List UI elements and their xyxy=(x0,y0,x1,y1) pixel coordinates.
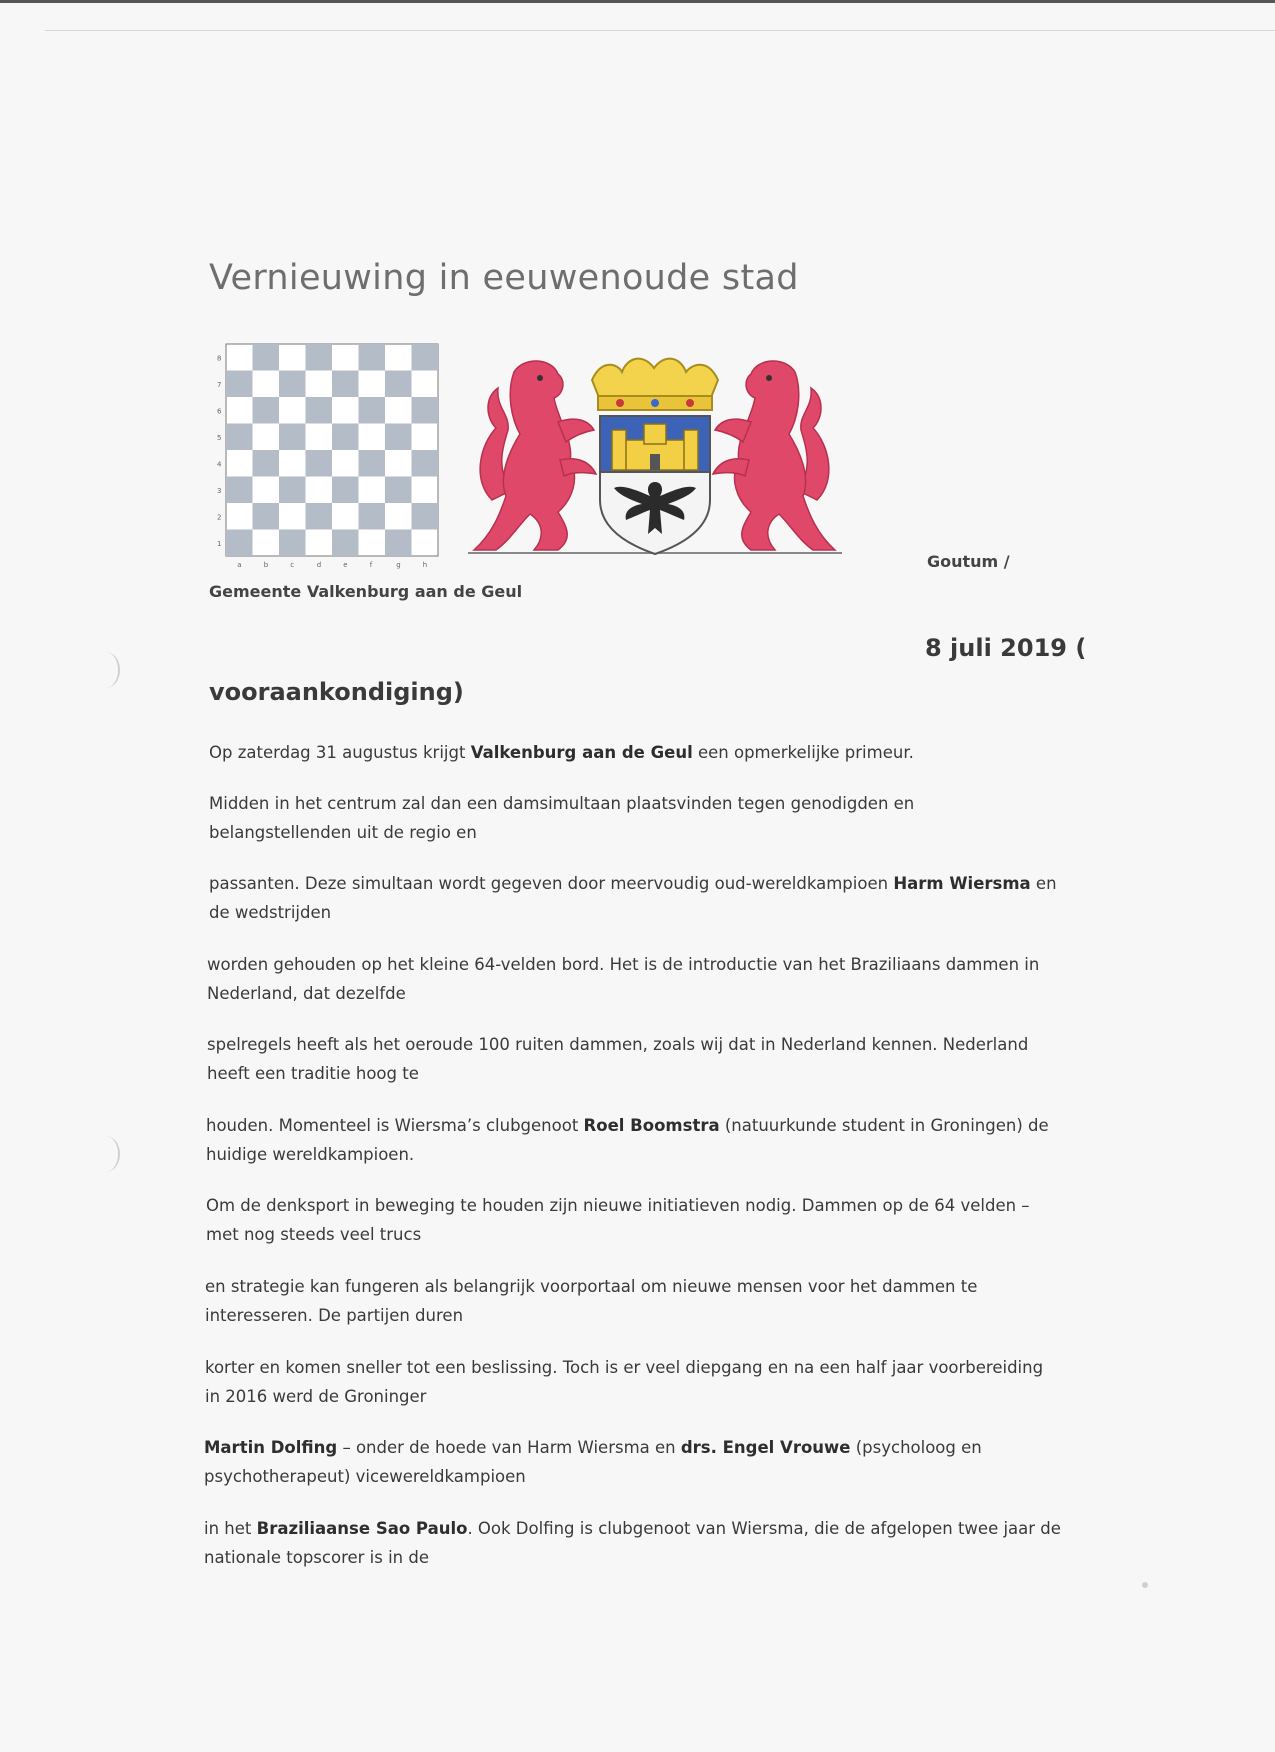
board-dark-square xyxy=(253,450,280,477)
text-run: Om de denksport in beweging te houden zijn nieuwe initiatieven nodig. Dammen op de 64 velden – xyxy=(206,1196,1030,1215)
board-dark-square xyxy=(226,477,253,504)
board-dark-square xyxy=(385,424,412,451)
right-lion-icon xyxy=(713,361,835,550)
board-dark-square xyxy=(412,503,439,530)
text-line xyxy=(204,1514,1061,1543)
punch-hole-lower xyxy=(92,1136,120,1172)
scan-speck xyxy=(1142,1582,1148,1588)
board-dark-square xyxy=(226,424,253,451)
board-rank-label: 5 xyxy=(217,433,222,442)
board-file-label: c xyxy=(290,561,295,569)
board-file-label: h xyxy=(422,561,428,569)
board-dark-square xyxy=(279,371,306,398)
text-line xyxy=(204,1433,982,1462)
bold-text: Roel Boomstra xyxy=(583,1116,720,1135)
article-paragraph xyxy=(204,1433,982,1491)
text-run: de wedstrijden xyxy=(209,903,332,922)
board-dark-square xyxy=(226,530,253,557)
board-dark-square xyxy=(385,530,412,557)
board-rank-label: 3 xyxy=(217,486,222,495)
board-dark-square xyxy=(332,530,359,557)
board-dark-square xyxy=(306,450,333,477)
document-title: Vernieuwing in eeuwenoude stad xyxy=(209,258,799,298)
board-file-label: a xyxy=(237,561,242,569)
board-dark-square xyxy=(279,477,306,504)
board-dark-square xyxy=(253,344,280,371)
article-paragraph xyxy=(209,738,914,767)
board-rank-label: 2 xyxy=(217,513,222,522)
coat-of-arms-valkenburg xyxy=(462,350,847,562)
text-run: en xyxy=(1030,874,1057,893)
location-text: Goutum / xyxy=(927,552,1010,571)
text-line xyxy=(209,738,914,767)
board-dark-square xyxy=(253,503,280,530)
board-dark-square xyxy=(332,371,359,398)
text-line xyxy=(204,1462,982,1491)
text-run: huidige wereldkampioen. xyxy=(206,1145,415,1164)
text-line xyxy=(206,1111,1049,1140)
text-run: psychotherapeut) vicewereldkampioen xyxy=(204,1467,526,1486)
article-paragraph xyxy=(207,1030,1028,1088)
board-dark-square xyxy=(385,477,412,504)
bold-text: Valkenburg aan de Geul xyxy=(470,743,693,762)
board-rank-label: 8 xyxy=(217,354,222,363)
board-rank-label: 7 xyxy=(217,380,222,389)
checkerboard-diagram xyxy=(212,340,440,569)
board-file-label: f xyxy=(369,561,373,569)
board-dark-square xyxy=(332,477,359,504)
board-dark-square xyxy=(359,450,386,477)
board-dark-square xyxy=(359,344,386,371)
board-dark-square xyxy=(306,397,333,424)
text-run: houden. Momenteel is Wiersma’s clubgenoot xyxy=(206,1116,584,1135)
board-dark-square xyxy=(306,503,333,530)
board-dark-square xyxy=(412,450,439,477)
text-line xyxy=(207,950,1039,979)
article-paragraph xyxy=(205,1353,1043,1411)
board-rank-label: 6 xyxy=(217,407,222,416)
text-run: belangstellenden uit de regio en xyxy=(209,823,477,842)
board-dark-square xyxy=(279,424,306,451)
scan-top-edge xyxy=(0,0,1275,3)
board-dark-square xyxy=(332,424,359,451)
article-paragraph xyxy=(209,789,914,847)
municipality-name: Gemeente Valkenburg aan de Geul xyxy=(209,582,523,601)
board-file-label: d xyxy=(316,561,322,569)
text-line xyxy=(206,1191,1030,1220)
text-line xyxy=(205,1272,977,1301)
text-run: passanten. Deze simultaan wordt gegeven door meervoudig oud-wereldkampioen xyxy=(209,874,894,893)
text-line xyxy=(205,1382,1043,1411)
text-run: nationale topscorer is in de xyxy=(204,1548,430,1567)
article-paragraph xyxy=(206,1111,1049,1169)
text-run: en strategie kan fungeren als belangrijk voorportaal om nieuwe mensen voor het dammen te xyxy=(205,1277,978,1296)
board-dark-square xyxy=(306,344,333,371)
text-run: . Ook Dolfing is clubgenoot van Wiersma, die de afgelopen twee jaar de xyxy=(467,1519,1061,1538)
article-paragraph xyxy=(204,1514,1061,1572)
text-run: spelregels heeft als het oeroude 100 ruiten dammen, zoals wij dat in Nederland kennen. Nederland xyxy=(207,1035,1029,1054)
board-dark-square xyxy=(359,397,386,424)
text-run: interesseren. De partijen duren xyxy=(205,1306,464,1325)
announcement-label: vooraankondiging) xyxy=(209,678,464,706)
text-line xyxy=(209,869,1057,898)
board-dark-square xyxy=(359,503,386,530)
board-dark-square xyxy=(412,397,439,424)
text-run: Op zaterdag 31 augustus krijgt xyxy=(209,743,471,762)
punch-hole-upper xyxy=(92,652,120,688)
paper-edge xyxy=(45,30,1275,31)
text-run: (natuurkunde student in Groningen) de xyxy=(719,1116,1049,1135)
text-run: in het xyxy=(204,1519,257,1538)
text-run: – onder de hoede van Harm Wiersma en xyxy=(337,1438,681,1457)
text-line xyxy=(207,1030,1028,1059)
board-dark-square xyxy=(279,530,306,557)
shield-icon xyxy=(600,416,710,554)
text-line xyxy=(206,1220,1030,1249)
text-run: met nog steeds veel trucs xyxy=(206,1225,422,1244)
board-dark-square xyxy=(226,371,253,398)
text-run: korter en komen sneller tot een beslissing. Toch is er veel diepgang en na een half jaar voorbereiding xyxy=(205,1358,1044,1377)
text-run: een opmerkelijke primeur. xyxy=(692,743,914,762)
text-run: Midden in het centrum zal dan een damsimultaan plaatsvinden tegen genodigden en xyxy=(209,794,915,813)
board-rank-label: 1 xyxy=(217,539,222,548)
board-rank-label: 4 xyxy=(217,460,222,469)
bold-text: Martin Dolfing xyxy=(204,1438,338,1457)
text-run: in 2016 werd de Groninger xyxy=(205,1387,427,1406)
bold-text: drs. Engel Vrouwe xyxy=(680,1438,851,1457)
article-paragraph xyxy=(205,1272,977,1330)
text-line xyxy=(209,898,1057,927)
text-line xyxy=(206,1140,1049,1169)
crown-icon xyxy=(592,359,718,410)
text-line xyxy=(207,979,1039,1008)
board-dark-square xyxy=(412,344,439,371)
left-lion-icon xyxy=(474,361,596,550)
text-run: (psycholoog en xyxy=(850,1438,982,1457)
board-dark-square xyxy=(253,397,280,424)
article-paragraph xyxy=(206,1191,1030,1249)
board-dark-square xyxy=(385,371,412,398)
text-line xyxy=(204,1543,1061,1572)
board-file-label: g xyxy=(396,561,401,569)
text-line xyxy=(209,789,914,818)
article-paragraph xyxy=(207,950,1039,1008)
text-run: heeft een traditie hoog te xyxy=(207,1064,419,1083)
text-line xyxy=(205,1353,1043,1382)
text-line xyxy=(205,1301,977,1330)
bold-text: Braziliaanse Sao Paulo xyxy=(256,1519,468,1538)
board-file-label: e xyxy=(343,561,348,569)
text-run: worden gehouden op het kleine 64-velden bord. Het is de introductie van het Braziliaans dammen in xyxy=(207,955,1040,974)
text-line xyxy=(207,1059,1028,1088)
bold-text: Harm Wiersma xyxy=(893,874,1031,893)
date-line: 8 juli 2019 ( xyxy=(925,634,1087,662)
board-file-label: b xyxy=(263,561,269,569)
text-line xyxy=(209,818,914,847)
text-run: Nederland, dat dezelfde xyxy=(207,984,406,1003)
article-paragraph xyxy=(209,869,1057,927)
